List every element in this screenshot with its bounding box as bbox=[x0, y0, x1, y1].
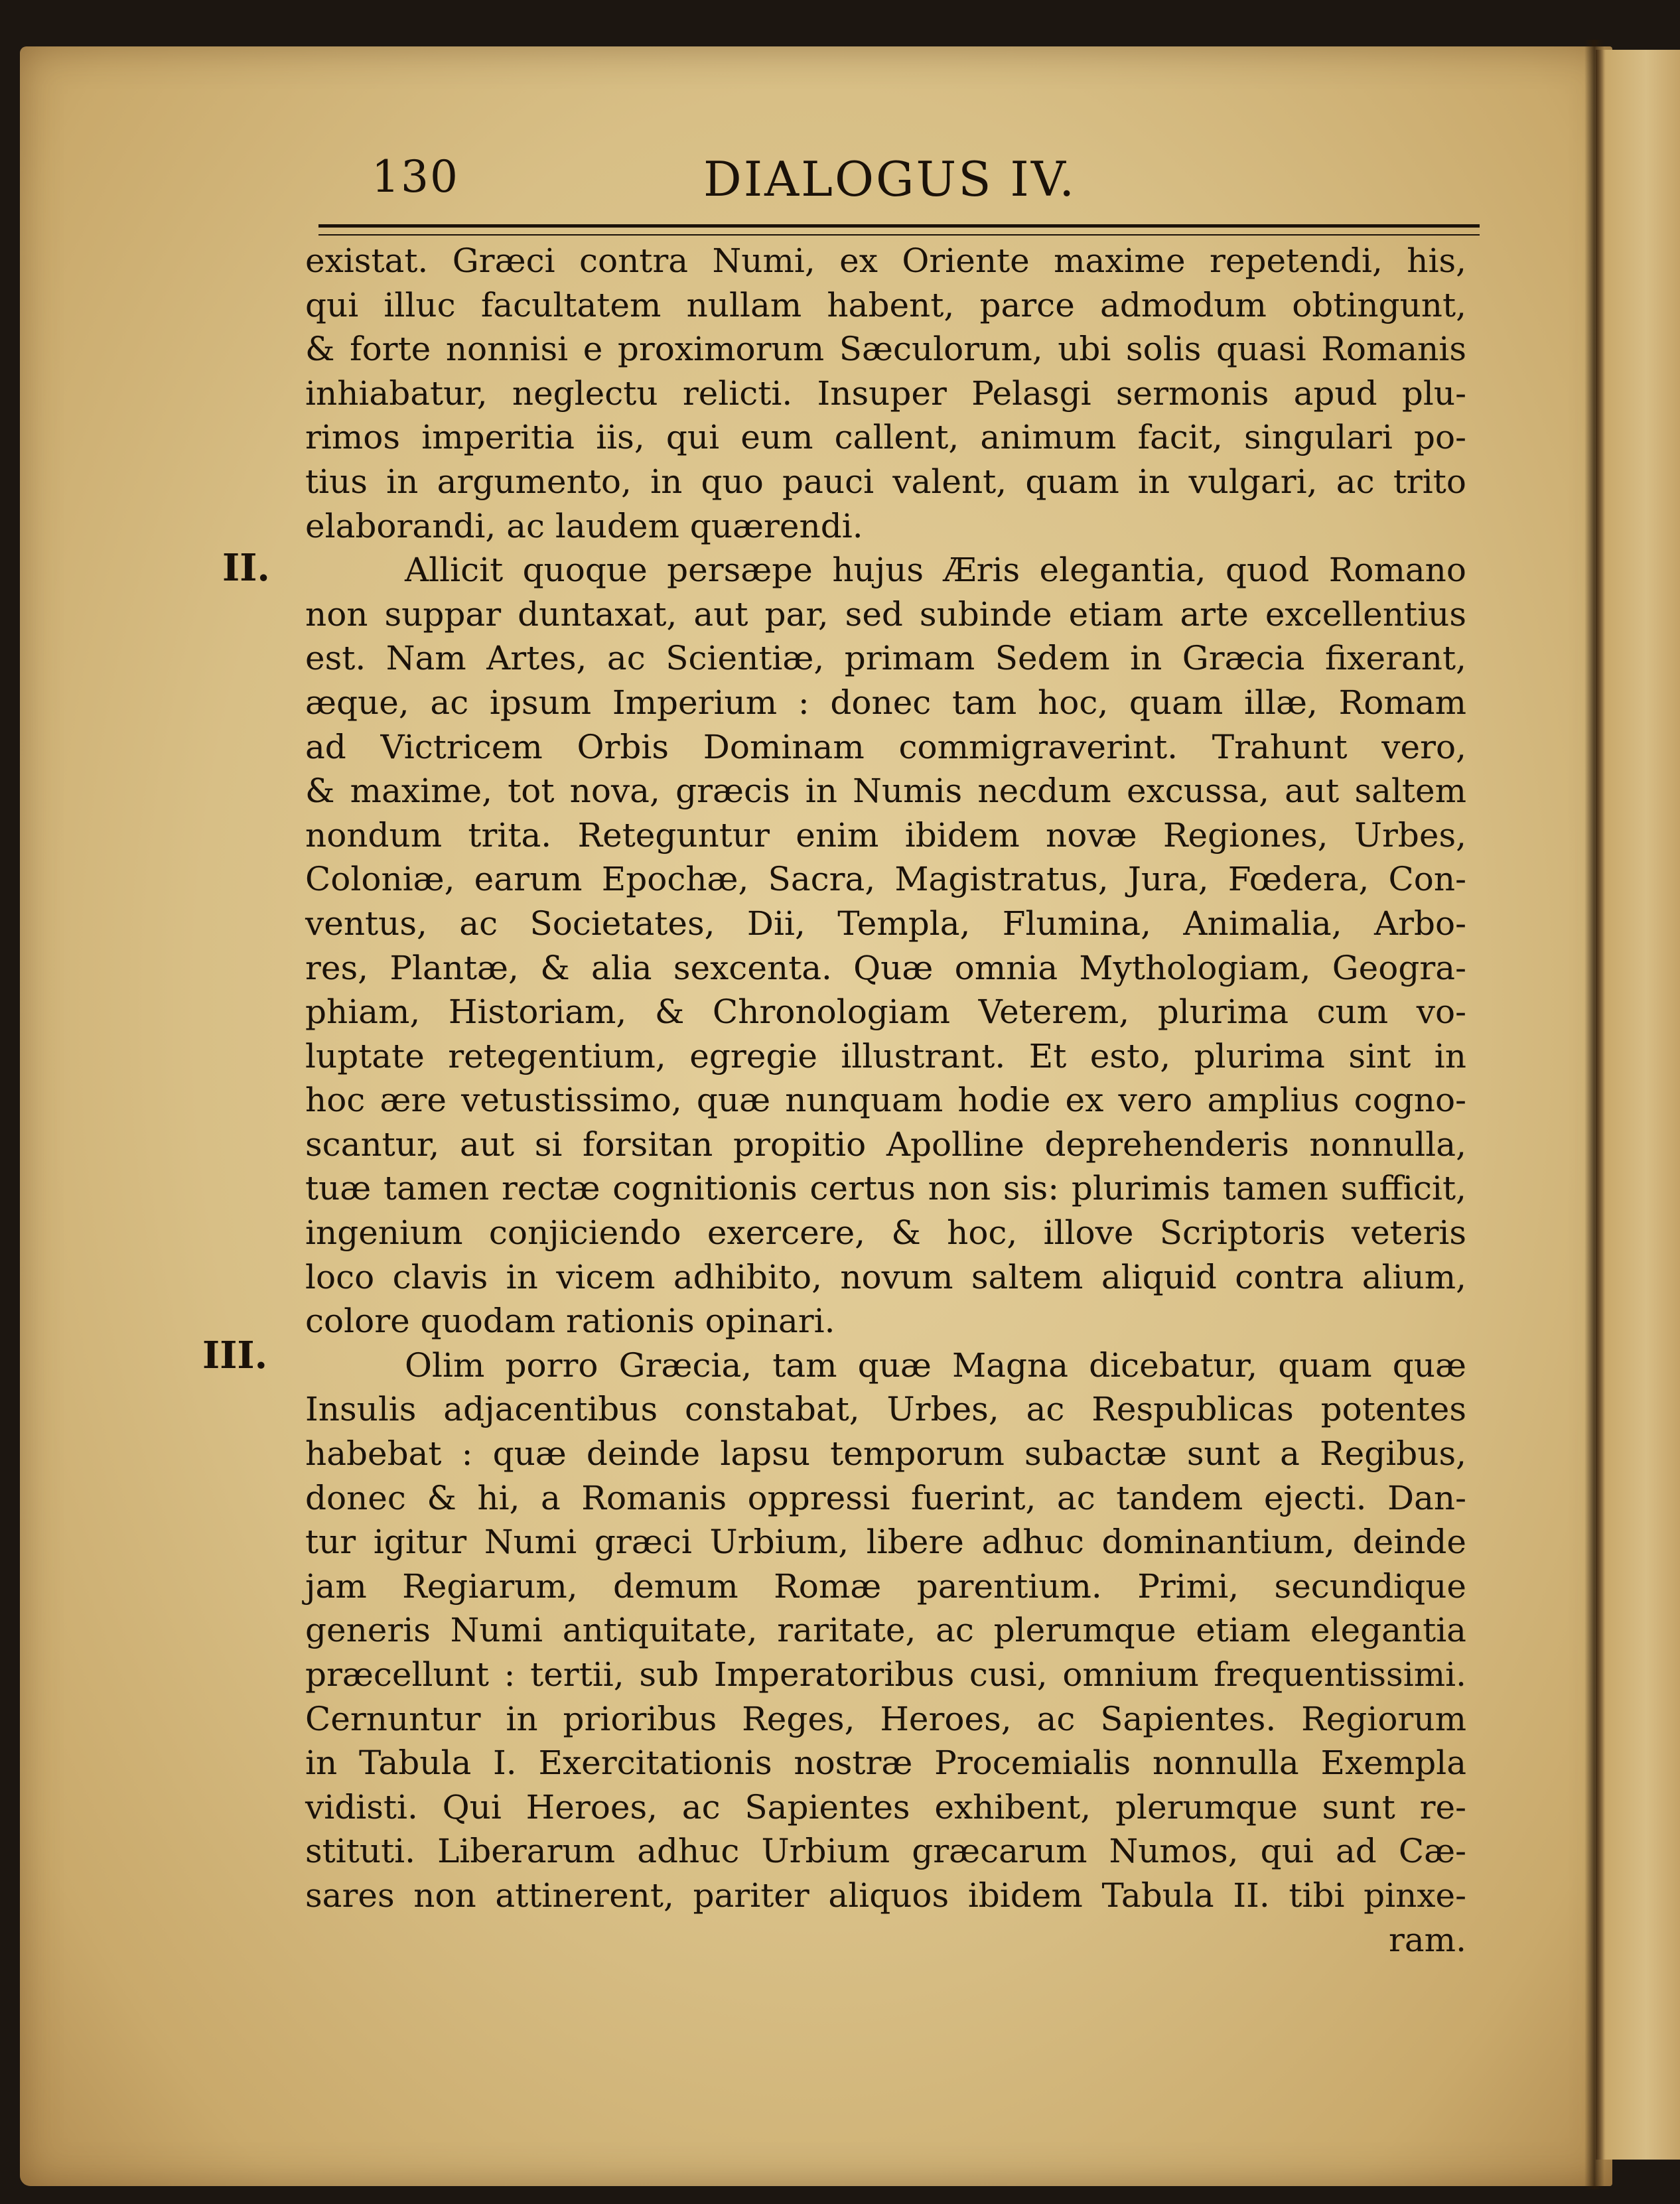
text-line: ventus, ac Societates, Dii, Templa, Flumina, Animalia, Arbo- bbox=[305, 904, 1466, 943]
text-line: colore quodam rationis opinari. bbox=[305, 1302, 835, 1341]
text-line: Allicit quoque persæpe hujus Æris elegantia, quod Romano bbox=[405, 551, 1466, 590]
text-line: nondum trita. Reteguntur enim ibidem novæ Regiones, Urbes, bbox=[305, 815, 1466, 855]
text-line: ad Victricem Orbis Dominam commigraverint. Trahunt vero, bbox=[305, 727, 1466, 766]
text-line: æque, ac ipsum Imperium : donec tam hoc, quam illæ, Romam bbox=[305, 683, 1466, 722]
text-line: vidisti. Qui Heroes, ac Sapientes exhibent, plerumque sunt re- bbox=[305, 1787, 1466, 1826]
text-line: stituti. Liberarum adhuc Urbium græcarum Numos, qui ad Cæ- bbox=[305, 1832, 1466, 1871]
text-line: hoc ære vetustissimo, quæ nunquam hodie ex vero amplius cogno- bbox=[305, 1081, 1466, 1120]
text-line: inhiabatur, neglectu relicti. Insuper Pelasgi sermonis apud plu- bbox=[305, 374, 1466, 413]
text-line: tius in argumento, in quo pauci valent, quam in vulgari, ac trito bbox=[305, 462, 1466, 501]
text-line: jam Regiarum, demum Romæ parentium. Primi, secundique bbox=[305, 1566, 1466, 1606]
text-line: phiam, Historiam, & Chronologiam Veterem, plurima cum vo- bbox=[305, 993, 1466, 1032]
text-line: in Tabula I. Exercitationis nostræ Procemialis nonnulla Exempla bbox=[305, 1744, 1466, 1783]
section-mark-2: II. bbox=[222, 546, 270, 590]
page-header bbox=[318, 151, 1486, 211]
text-line: & maxime, tot nova, græcis in Numis necdum excussa, aut saltem bbox=[305, 772, 1466, 811]
text-line: elaborandi, ac laudem quærendi. bbox=[305, 506, 863, 545]
running-head: DIALOGUS IV. bbox=[703, 151, 1077, 207]
section-mark-3: III. bbox=[202, 1334, 268, 1377]
page-number: 130 bbox=[372, 151, 459, 202]
text-line: habebat : quæ deinde lapsu temporum subactæ sunt a Regibus, bbox=[305, 1434, 1466, 1474]
catchword: ram. bbox=[1388, 1920, 1466, 1959]
text-line: Insulis adjacentibus constabat, Urbes, ac Respublicas potentes bbox=[305, 1390, 1466, 1429]
text-line: rimos imperitia iis, qui eum callent, animum facit, singulari po- bbox=[305, 418, 1466, 457]
text-line: Cernuntur in prioribus Reges, Heroes, ac Sapientes. Regiorum bbox=[305, 1699, 1466, 1738]
text-line: loco clavis in vicem adhibito, novum saltem aliquid contra alium, bbox=[305, 1257, 1466, 1296]
book-gutter bbox=[1584, 40, 1604, 2189]
text-line: sares non attinerent, pariter aliquos ibidem Tabula II. tibi pinxe- bbox=[305, 1876, 1466, 1915]
text-line: & forte nonnisi e proximorum Sæculorum, ubi solis quasi Romanis bbox=[305, 330, 1466, 369]
text-line: res, Plantæ, & alia sexcenta. Quæ omnia Mythologiam, Geogra- bbox=[305, 948, 1466, 987]
text-line: tur igitur Numi græci Urbium, libere adhuc dominantium, deinde bbox=[305, 1523, 1466, 1562]
facing-page-edge bbox=[1596, 50, 1680, 2160]
text-line: tuæ tamen rectæ cognitionis certus non sis: plurimis tamen sufficit, bbox=[305, 1169, 1466, 1208]
header-rule bbox=[318, 224, 1480, 236]
text-line: Olim porro Græcia, tam quæ Magna dicebatur, quam quæ bbox=[405, 1345, 1466, 1385]
text-line: Coloniæ, earum Epochæ, Sacra, Magistratus, Jura, Fœdera, Con- bbox=[305, 860, 1466, 899]
body-text bbox=[305, 239, 1466, 1962]
text-line: generis Numi antiquitate, raritate, ac plerumque etiam elegantia bbox=[305, 1611, 1466, 1650]
text-line: ingenium conjiciendo exercere, & hoc, illove Scriptoris veteris bbox=[305, 1213, 1466, 1253]
text-line: existat. Græci contra Numi, ex Oriente maxime repetendi, his, bbox=[305, 241, 1466, 280]
text-line: donec & hi, a Romanis oppressi fuerint, ac tandem ejecti. Dan- bbox=[305, 1478, 1466, 1517]
text-line: luptate retegentium, egregie illustrant. Et esto, plurima sint in bbox=[305, 1036, 1466, 1075]
text-line: scantur, aut si forsitan propitio Apolline deprehenderis nonnulla, bbox=[305, 1125, 1466, 1164]
text-line: qui illuc facultatem nullam habent, parce admodum obtingunt, bbox=[305, 285, 1466, 324]
text-line: præcellunt : tertii, sub Imperatoribus cusi, omnium frequentissimi. bbox=[305, 1655, 1466, 1694]
text-line: est. Nam Artes, ac Scientiæ, primam Sedem in Græcia fixerant, bbox=[305, 639, 1466, 678]
text-line: non suppar duntaxat, aut par, sed subinde etiam arte excellentius bbox=[305, 594, 1466, 634]
